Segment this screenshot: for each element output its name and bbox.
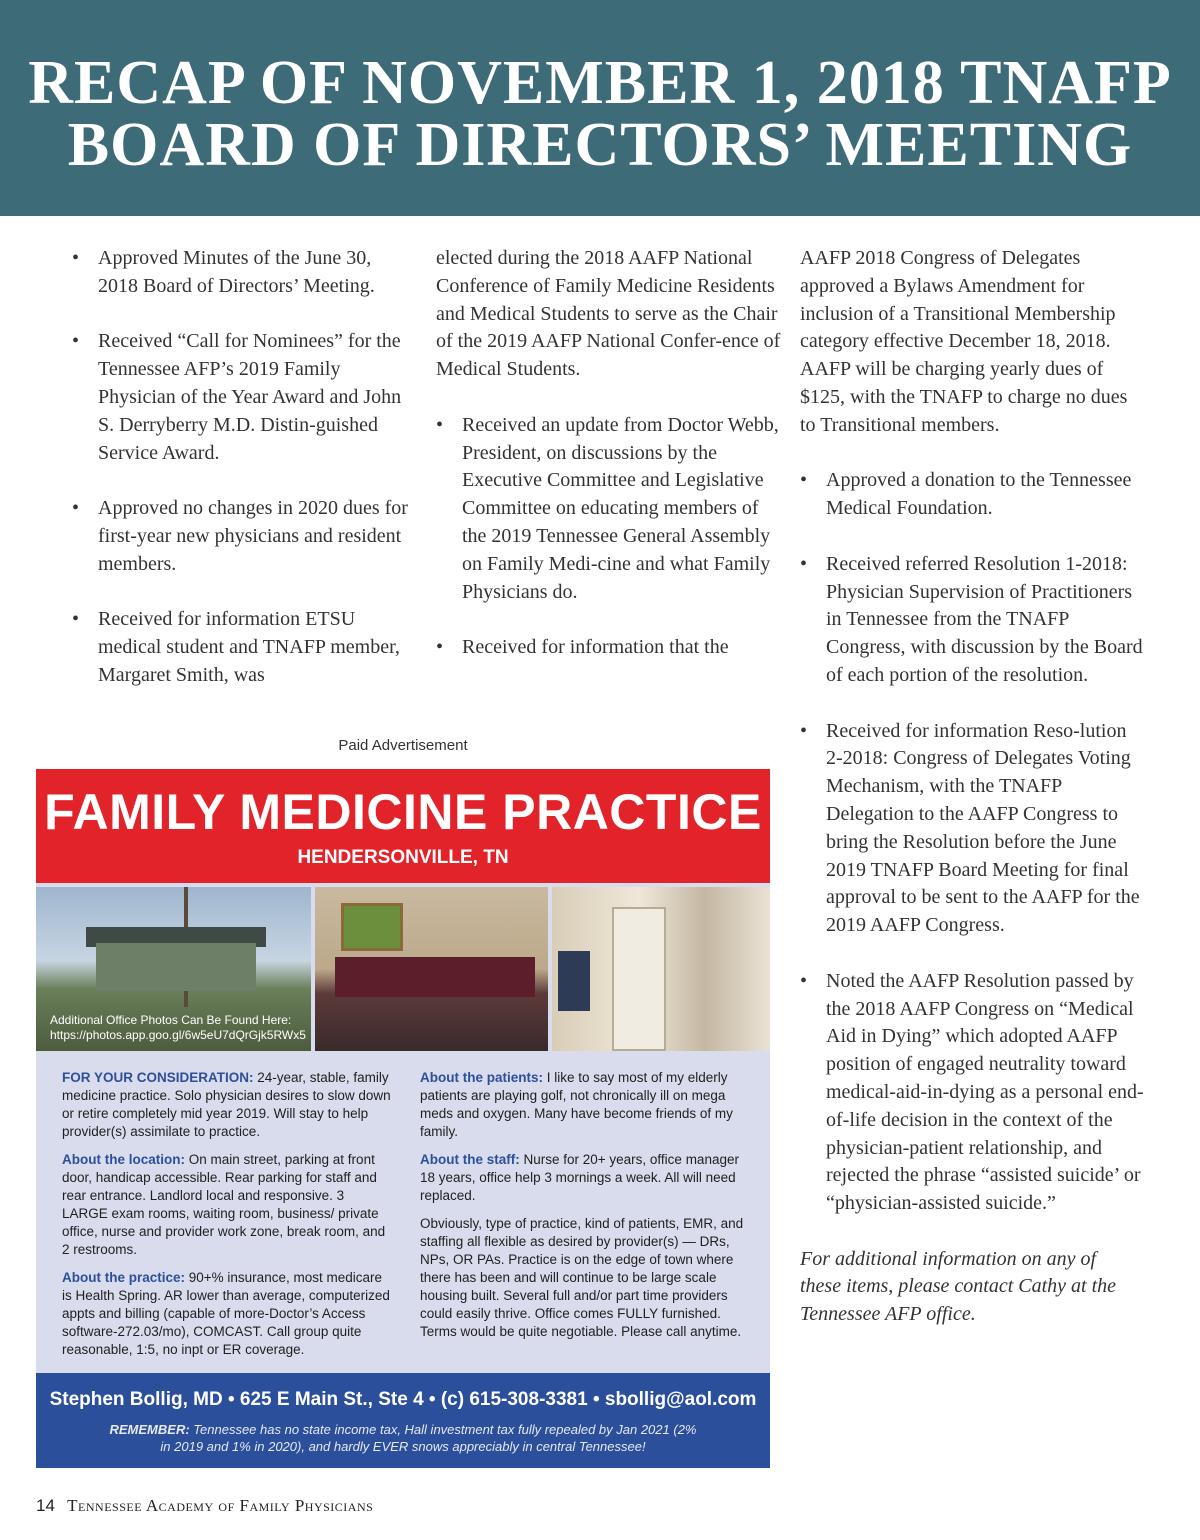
continued-paragraph: AAFP 2018 Congress of Delegates approved a Bylaws Amendment for inclusion of a Transitional Membership category effective December 18, 2018. AAFP will be charging yearly dues of $125, with the TNAFP to charge no dues to Transitional members. <box>800 247 1128 436</box>
bullet-item: • Received for information that the <box>436 634 781 662</box>
bullet-item: • Noted the AAFP Resolution passed by the 2018 AAFP Congress on “Medical Aid in Dying” which adopted AAFP position of engaged neutrality toward medical-aid-in-dying as a personal end-of-life decision in the context of the physician-patient relationship, and rejected the phrase “assisted suicide’ or “physician-assisted suicide.” <box>800 968 1145 1218</box>
ad-remember-note <box>36 1421 770 1455</box>
photo-note <box>50 1013 310 1043</box>
photo-note-line-1: Additional Office Photos Can Be Found Here: <box>50 1013 292 1027</box>
closing-paragraph: Obviously, type of practice, kind of patients, EMR, and staffing all flexible as desired by provider(s) — DRs, NPs, OR PAs. Practice is on the edge of town where there has been and will continue to be large scale housing built. Several full and/or part time providers could easily thrive. Office comes FULLY furnished. Terms would be quite negotiable. Please call anytime. <box>420 1216 744 1339</box>
location-text: On main street, parking at front door, handicap accessible. Rear parking for staff and rear entrance. Landlord local and responsive. 3 LARGE exam rooms, waiting room, business/ private office, nurse and provider work zone, break room, and 2 restrooms. <box>62 1152 386 1257</box>
bullet-item: • Approved a donation to the Tennessee Medical Foundation. <box>800 467 1145 523</box>
photo-album-link[interactable]: https://photos.app.goo.gl/6w5eU7dQrGjk5RWx5 <box>50 1028 306 1042</box>
office-exterior-photo <box>36 887 311 1051</box>
column-1 <box>72 245 412 718</box>
brochure-rack <box>558 951 590 1011</box>
location-paragraph <box>62 1151 392 1259</box>
consideration-label: FOR YOUR CONSIDERATION: <box>62 1070 254 1085</box>
practice-text: 90+% insurance, most medicare is Health Spring. AR lower than average, computerized appts and billing (capable of more-Doctor’s Access software-272.03/mo), COMCAST. Call group quite reasonable, 1:5, no inpt or ER coverage. <box>62 1270 390 1357</box>
page-title <box>0 0 1200 179</box>
ad-photo-strip <box>36 887 770 1051</box>
continued-paragraph: elected during the 2018 AAFP National Conference of Family Medicine Residents and Medical Students to serve as the Chair of the 2019 AAFP National Confer-ence of Medical Students. <box>436 247 781 381</box>
column-2 <box>436 245 781 690</box>
ad-column-right <box>420 1069 750 1351</box>
consideration-paragraph <box>62 1069 392 1141</box>
hallway-door <box>612 907 666 1051</box>
ad-contact-line: Stephen Bollig, MD • 625 E Main St., Ste 4 • (c) 615-308-3381 • sbollig@aol.com <box>49 1389 757 1410</box>
title-banner <box>0 0 1200 216</box>
paid-advertisement-label: Paid Advertisement <box>338 737 468 754</box>
ad-header <box>36 769 770 883</box>
ad-title: FAMILY MEDICINE PRACTICE <box>44 784 762 840</box>
bullet-item: • Received for information Reso-lution 2-2018: Congress of Delegates Voting Mechanism, with the TNAFP Delegation to the AAFP Congress to bring the Resolution before the June 2019 TNAFP Board Meeting for final approval to be sent to the AAFP for the 2019 AAFP Congress. <box>800 718 1145 940</box>
bullet-item: • Received an update from Doctor Webb, President, on discussions by the Executive Committee and Legislative Committee on educating members of the 2019 Tennessee General Assembly on Family Medi-cine and what Family Physicians do. <box>436 412 781 607</box>
column-3 <box>800 245 1145 1357</box>
publication-name: Tennessee Academy of Family Physicians <box>67 1496 374 1515</box>
staff-paragraph <box>420 1151 750 1205</box>
hallway-photo <box>552 887 770 1051</box>
page-title-line-1: RECAP OF NOVEMBER 1, 2018 TNAFP <box>28 49 1172 117</box>
bullet-item: • Received for information ETSU medical student and TNAFP member, Margaret Smith, was <box>72 606 412 689</box>
bullet-list-1 <box>72 245 412 690</box>
bullet-item: • Approved Minutes of the June 30, 2018 Board of Directors’ Meeting. <box>72 245 412 301</box>
practice-label: About the practice: <box>62 1270 186 1285</box>
page-title-line-2: BOARD OF DIRECTORS’ MEETING <box>67 111 1133 179</box>
waiting-chairs <box>335 957 535 997</box>
patients-label: About the patients: <box>420 1070 543 1085</box>
contact-note: For additional information on any of these items, please contact Cathy at the Tennessee AFP office. <box>800 1247 1117 1326</box>
staff-text: Nurse for 20+ years, office manager 18 years, office help 3 mornings a week. All will need replaced. <box>420 1152 739 1203</box>
staff-label: About the staff: <box>420 1152 520 1167</box>
ad-footer <box>36 1373 770 1468</box>
bullet-item: • Approved no changes in 2020 dues for first-year new physicians and resident members. <box>72 495 412 578</box>
page-number: 14 <box>36 1496 55 1515</box>
building <box>96 943 256 991</box>
wall-painting <box>341 903 403 951</box>
remember-label: REMEMBER: <box>109 1422 190 1437</box>
patients-text: I like to say most of my elderly patients are playing golf, not chronically ill on mega meds and oxygen. Many have become friends of my family. <box>420 1070 733 1139</box>
location-label: About the location: <box>62 1152 185 1167</box>
patients-paragraph <box>420 1069 750 1141</box>
bullet-list-3 <box>800 467 1145 1218</box>
ad-column-left <box>62 1069 392 1369</box>
waiting-room-photo <box>315 887 548 1051</box>
ad-subtitle: HENDERSONVILLE, TN <box>297 847 509 868</box>
practice-paragraph <box>62 1269 392 1359</box>
advertisement <box>36 769 770 1468</box>
remember-text: Tennessee has no state income tax, Hall investment tax fully repealed by Jan 2021 (2% in 2019 and 1% in 2020), and hardly EVER snows appreciably in central Tennessee! <box>160 1422 697 1454</box>
consideration-text: 24-year, stable, family medicine practice. Solo physician desires to slow down or retire completely mid year 2019. Will stay to help provider(s) assimilate to practice. <box>62 1070 391 1139</box>
bullet-list-2 <box>436 412 781 662</box>
bullet-item: • Received “Call for Nominees” for the Tennessee AFP’s 2019 Family Physician of the Year Award and John S. Derryberry M.D. Distin-guished Service Award. <box>72 328 412 467</box>
page-footer <box>36 1496 373 1516</box>
bullet-item: • Received referred Resolution 1-2018: Physician Supervision of Practitioners in Tennessee from the TNAFP Congress, with discussion by the Board of each portion of the resolution. <box>800 551 1145 690</box>
